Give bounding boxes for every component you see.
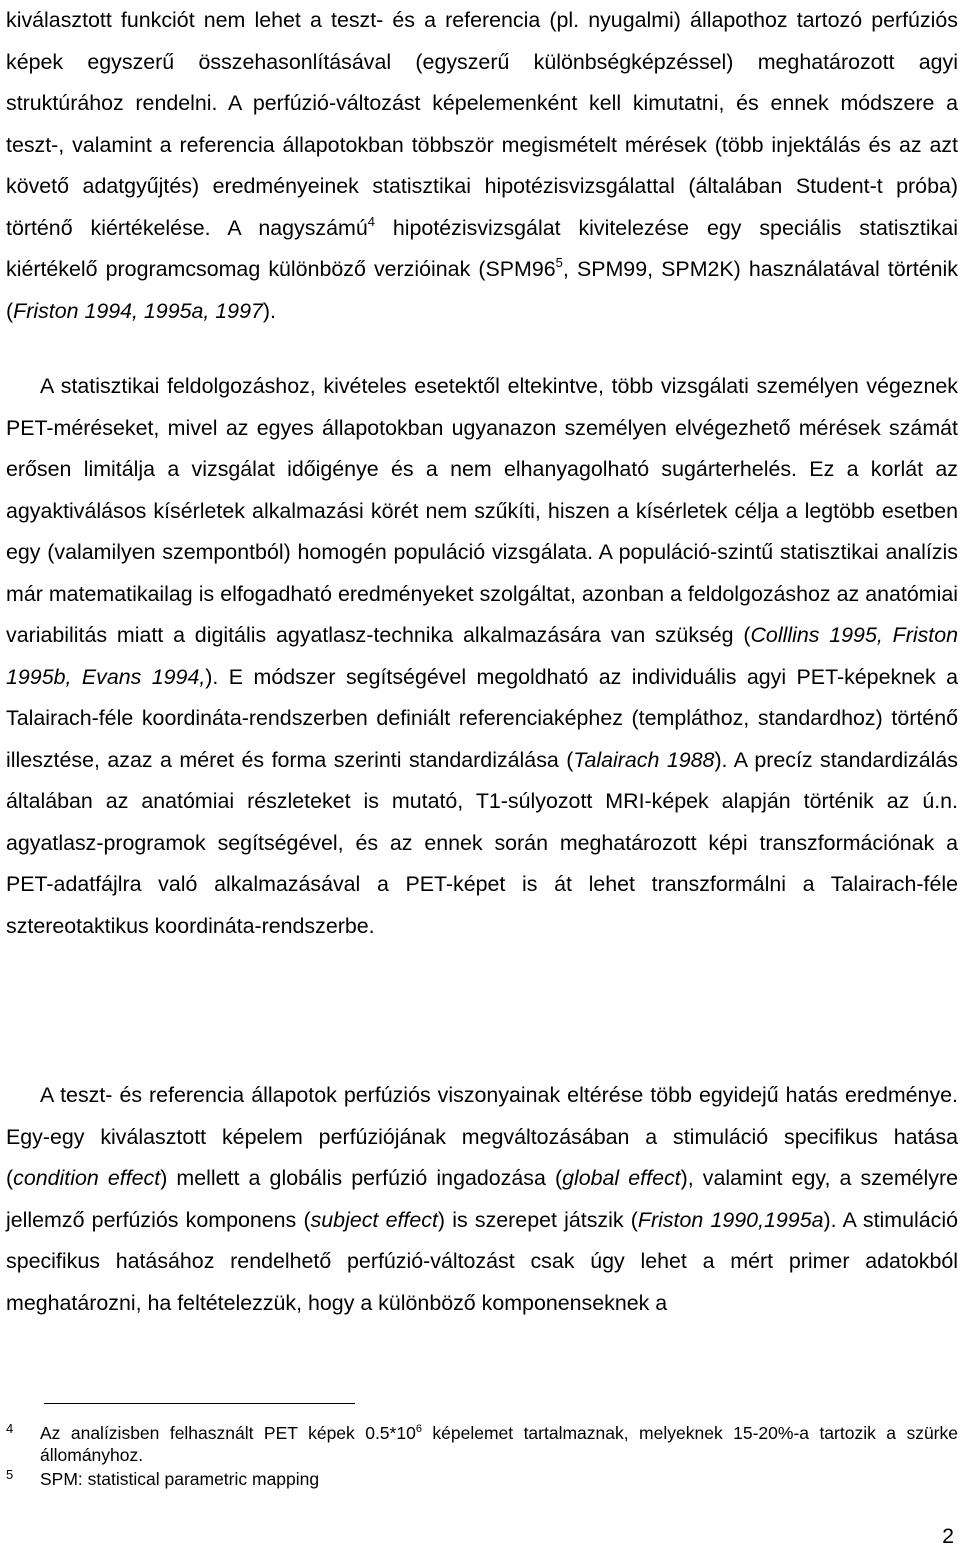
exponent: 6	[415, 1423, 422, 1435]
text-run: ).	[262, 298, 276, 323]
text-run: ) mellett a globális perfúzió ingadozása (	[160, 1166, 563, 1190]
paragraph-3	[6, 1075, 958, 1324]
footnote-mark: 5	[6, 1467, 14, 1482]
citation: Colllins 1995, Friston 1995b, Evans 1994,	[6, 623, 959, 689]
citation: Friston 1990,1995a	[637, 1207, 824, 1232]
text-run: ), valamint egy, a személyre jellemző perfúziós komponens (	[6, 1166, 958, 1232]
emphasis: condition effect	[13, 1166, 161, 1190]
text-run: A teszt- és referencia állapotok perfúziós viszonyainak eltérése több egyidejű hatás eredménye. Egy-egy kiválasztott képelem perfúziójának megváltozásában a stimuláció specifikus hatása (	[6, 1083, 958, 1190]
paragraph-2	[6, 366, 958, 947]
text-run: hipotézisvizsgálat kivitelezése egy speciális statisztikai kiértékelő programcsomag különböző verzióinak (SPM96	[6, 215, 958, 281]
footnotes	[6, 1422, 958, 1492]
footnote-5	[6, 1468, 958, 1490]
footnote-text: képelemet tartalmaznak, melyeknek 15-20%-a tartozik a szürke állományhoz.	[40, 1423, 958, 1465]
footnote-text: SPM: statistical parametric mapping	[40, 1469, 320, 1489]
citation: Friston 1994, 1995a, 1997	[13, 298, 263, 323]
emphasis: subject effect	[310, 1207, 438, 1232]
footnote-reference-4[interactable]: 4	[367, 213, 375, 229]
text-run: kiválasztott funkciót nem lehet a teszt- és a referencia (pl. nyugalmi) állapothoz tartozó perfúziós képek egyszerű összehasonlításával (egyszerű különbségképzéssel) meghatározott agyi struktúrához rendelni. A perfúzió-változást képelemenként kell kimutatni, és ennek módszere a teszt-, valamint a referencia állapotokban többször megismételt mérések (több injektálás és az azt követő adatgyűjtés) eredményeinek statisztikai hipotézisvizsgálattal (általában Student-t próba) történő kiértékelése. A nagyszámú	[6, 8, 958, 240]
text-run: ). A precíz standardizálás általában az anatómiai részleteket is mutató, T1-súlyozott MRI-képek alapján történik az ú.n. agyatlasz-programok segítségével, és az ennek során meghatározott képi transzformációnak a PET-adatfájlra való alkalmazásával a PET-képet is át lehet transzformálni a Talairach-féle sztereotaktikus koordináta-rendszerbe.	[6, 747, 958, 938]
text-run: ). A stimuláció specifikus hatásához rendelhető perfúzió-változást csak úgy lehet a mért primer adatokból meghatározni, ha feltételezzük, hogy a különböző komponenseknek a	[6, 1207, 958, 1315]
footnote-text: Az analízisben felhasznált PET képek 0.5*10	[40, 1423, 416, 1443]
footnote-mark: 4	[6, 1421, 14, 1436]
text-run: ) is szerepet játszik (	[437, 1207, 638, 1232]
citation: Talairach 1988	[573, 747, 715, 772]
text-run: , SPM99, SPM2K) használatával történik (	[6, 257, 958, 323]
text-run: A statisztikai feldolgozáshoz, kivételes esetektől eltekintve, több vizsgálati személyen végeznek PET-méréseket, mivel az egyes állapotokban ugyanazon személyen elvégezhető mérések számát erősen limitálja a vizsgálat időigénye és a nem elhanyagolható sugárterhelés. Ez a korlát az agyaktiválásos kísérletek alkalmazási körét nem szűkíti, hiszen a kísérletek célja a legtöbb esetben egy (valamilyen szempontból) homogén populáció vizsgálata. A populáció-szintű statisztikai analízis már matematikailag is elfogadható eredményeket szolgáltat, azonban a feldolgozáshoz az anatómiai variabilitás miatt a digitális agyatlasz-technika alkalmazására van szükség (	[6, 374, 958, 647]
paragraph-1	[6, 0, 958, 332]
footnote-separator	[44, 1403, 355, 1404]
text-run: ). E módszer segítségével megoldható az individuális agyi PET-képeknek a Talairach-féle koordináta-rendszerben definiált referenciaképhez (templáthoz, standardhoz) történő illesztése, azaz a méret és forma szerinti standardizálása (	[6, 664, 958, 772]
footnote-4	[6, 1422, 958, 1466]
page-number: 2	[942, 1524, 954, 1548]
emphasis: global effect	[562, 1166, 681, 1190]
footnote-reference-5[interactable]: 5	[555, 255, 563, 270]
